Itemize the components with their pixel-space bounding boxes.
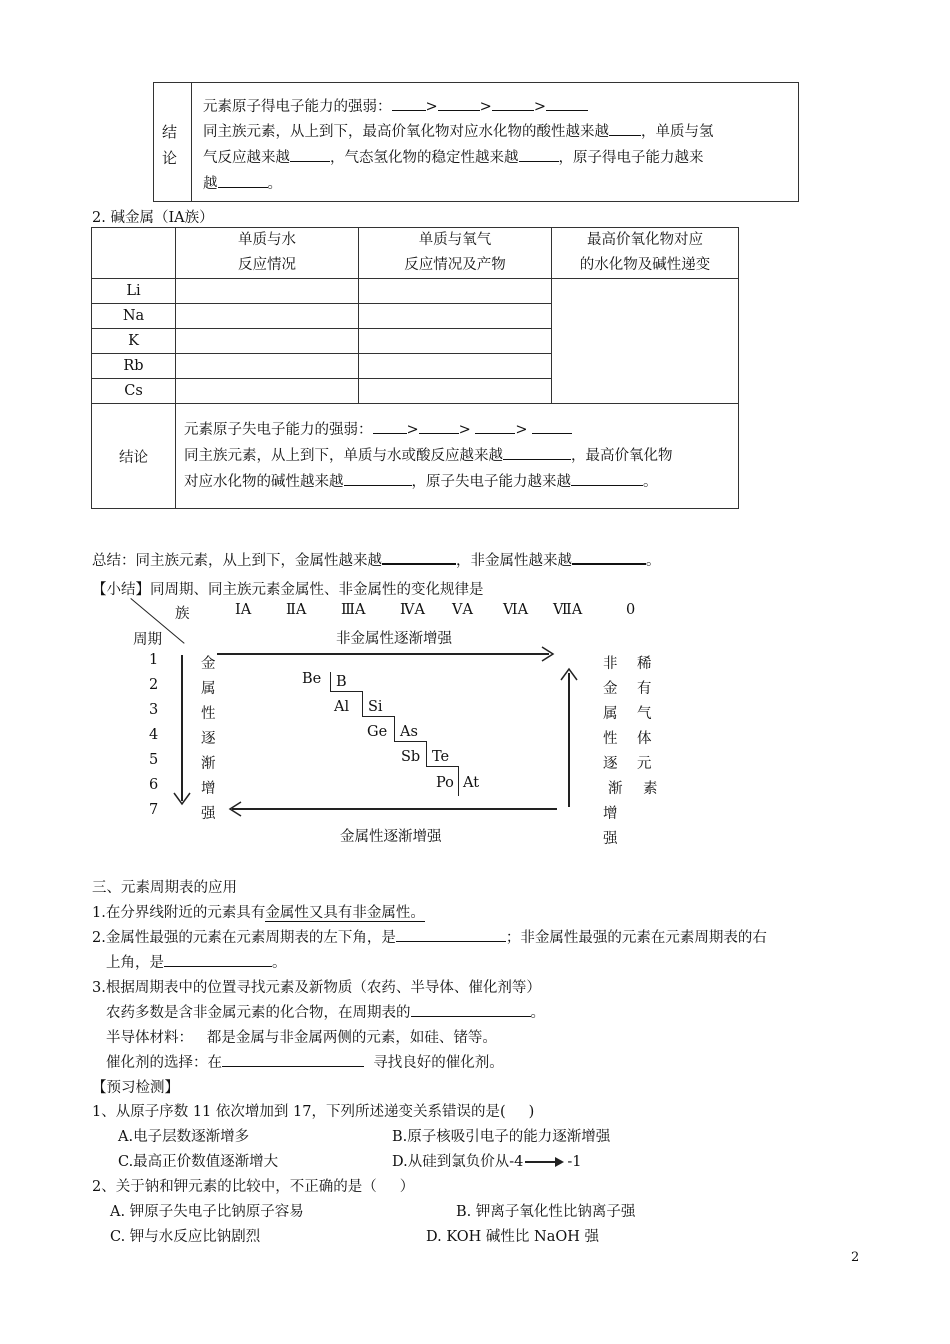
element-na: Na [92, 304, 176, 329]
element-at: At [463, 775, 480, 791]
group-3a: ⅢA [341, 602, 366, 618]
item2-text: 2.金属性最强的元素在元素周期表的左下角，是 [92, 930, 396, 946]
top-box-line3c: ，原子得电子能力越来 [558, 150, 704, 166]
preview-title: 【预习检测】 [92, 1080, 179, 1096]
alkali-c-line1: 元素原子失电子能力的强弱： [184, 422, 373, 438]
left-char-4: 逐 [201, 731, 216, 747]
group-0: 0 [626, 602, 636, 618]
q1-option-d-end: -1 [567, 1154, 582, 1170]
element-k: K [92, 329, 176, 354]
right-col1-5: 逐 [603, 756, 618, 772]
top-box-divider [191, 83, 192, 201]
element-li: Li [92, 279, 176, 304]
top-box-line3: 气反应越来越 [203, 150, 290, 166]
period-6: 6 [149, 777, 159, 793]
right-col2-3: 气 [637, 706, 652, 722]
item2-text-d: 。 [272, 955, 287, 971]
left-arrow-head-icon [173, 792, 191, 806]
group-1a: ⅠA [235, 602, 252, 618]
label-zu: 族 [175, 606, 190, 622]
top-arrow-head-icon [541, 646, 555, 662]
alkali-c-line3b: ，原子失电子能力越来越 [411, 474, 571, 490]
q2-option-a: A. 钾原子失电子比钠原子容易 [110, 1204, 304, 1220]
alkali-c-line2: 同主族元素，从上到下，单质与水或酸反应越来越 [184, 448, 503, 464]
alkali-c-line3: 对应水化物的碱性越来越 [184, 474, 344, 490]
top-box-line2b: ，单质与氢 [641, 124, 714, 140]
q2-option-d: D. KOH 碱性比 NaOH 强 [426, 1229, 599, 1245]
top-box-line3b: ，气态氢化物的稳定性越来越 [330, 150, 519, 166]
section3-cuihua [106, 1051, 504, 1072]
section3-bandaoti: 半导体材料： 都是金属与非金属两侧的元素，如硅、锗等。 [106, 1030, 497, 1046]
section3-item2 [92, 926, 767, 947]
item1-text: 1.在分界线附近的元素具有 [92, 905, 266, 921]
nongyao-end: 。 [530, 1005, 545, 1021]
bottom-arrow-label: 金属性逐渐增强 [340, 829, 442, 845]
label-zhouqi: 周期 [133, 632, 162, 648]
q1-option-a: A.电子层数逐渐增多 [118, 1129, 250, 1145]
element-po: Po [436, 775, 454, 791]
element-b: B [336, 674, 347, 690]
right-col1-8: 强 [603, 831, 618, 847]
item2-text-c: 上角，是 [106, 955, 164, 971]
group-4a: ⅣA [400, 602, 425, 618]
element-si: Si [368, 699, 383, 715]
element-as: As [400, 724, 418, 740]
top-box-line1: 元素原子得电子能力的强弱： [203, 99, 392, 115]
group-7a: ⅦA [553, 602, 583, 618]
q1-option-d [392, 1150, 581, 1171]
alkali-table [91, 227, 739, 509]
summary-text1: 总结：同主族元素，从上到下，金属性越来越 [92, 553, 382, 569]
item1-underlined: 金属性又具有非金属性。 [265, 905, 425, 921]
section3-item2-cont [106, 951, 287, 972]
summary-text2: ，非金属性越来越 [456, 553, 572, 569]
element-be: Be [302, 671, 322, 687]
group-2a: ⅡA [286, 602, 307, 618]
bottom-arrow-shaft [232, 808, 557, 810]
right-col1-1: 非 [603, 656, 618, 672]
section3-nongyao [106, 1001, 545, 1022]
nongyao-text: 农药多数是含非金属元素的化合物，在周期表的 [106, 1005, 411, 1021]
group-6a: ⅥA [503, 602, 529, 618]
section3-item3: 3.根据周期表中的位置寻找元素及新物质（农药、半导体、催化剂等） [92, 980, 541, 996]
right-col1-3: 属 [603, 706, 618, 722]
q1-option-d-text: D.从硅到氯负价从-4 [392, 1154, 524, 1170]
bottom-arrow-head-icon [228, 801, 242, 817]
q1-option-c: C.最高正价数值逐渐增大 [118, 1154, 279, 1170]
top-box-label: 结论 [162, 123, 178, 167]
left-arrow-shaft [181, 655, 183, 801]
q1-option-b: B.原子核吸引电子的能力逐渐增强 [392, 1129, 611, 1145]
right-col1-7: 增 [603, 806, 618, 822]
left-char-6: 增 [201, 781, 216, 797]
q2-option-c: C. 钾与水反应比钠剧烈 [110, 1229, 261, 1245]
left-char-3: 性 [201, 706, 216, 722]
summary-line [92, 549, 661, 570]
element-al: Al [334, 699, 350, 715]
summary-text3: 。 [646, 553, 661, 569]
left-char-5: 渐 [201, 756, 216, 772]
right-col1-4: 性 [603, 731, 618, 747]
period-5: 5 [149, 752, 159, 768]
period-1: 1 [149, 652, 159, 668]
hydroxide-merged-cell [552, 279, 739, 404]
group-5a: ⅤA [452, 602, 473, 618]
right-arrow-icon [525, 1156, 565, 1168]
period-7: 7 [149, 802, 159, 818]
header-hydroxide: 最高价氧化物对应 的水化物及碱性递变 [552, 228, 739, 279]
cuihua-end: 寻找良好的催化剂。 [373, 1055, 504, 1071]
right-arrow-head-icon [560, 667, 578, 681]
right-col2-2: 有 [637, 681, 652, 697]
right-col2-5: 元 [637, 756, 652, 772]
left-char-7: 强 [201, 806, 216, 822]
period-4: 4 [149, 727, 159, 743]
right-col1-2: 金 [603, 681, 618, 697]
top-box-line2: 同主族元素，从上到下，最高价氧化物对应水化物的酸性越来越 [203, 124, 609, 140]
q2-option-b: B. 钾离子氧化性比钠离子强 [456, 1204, 636, 1220]
top-box-line4b: 。 [267, 176, 282, 192]
top-arrow-label: 非金属性逐渐增强 [336, 631, 452, 647]
question-2: 2、关于钠和钾元素的比较中，不正确的是（ ） [92, 1179, 415, 1195]
section3-title: 三、元素周期表的应用 [92, 880, 237, 896]
cuihua-text: 催化剂的选择：在 [106, 1055, 222, 1071]
alkali-c-line3c: 。 [643, 474, 658, 490]
section3-item1 [92, 901, 425, 922]
right-col1-6: 渐 [608, 781, 623, 797]
top-conclusion-box: 结论 元素原子得电子能力的强弱： > > > 同主族元素，从上到下，最高价氧化物对应水化物的酸性越来越 ，单质与氢 气反应越来越 ，气态氢化物的稳定性越来越 ，原子得电子能力越来 越 。 [153, 82, 799, 202]
page-number: 2 [851, 1250, 860, 1265]
left-char-1: 金 [201, 656, 216, 672]
right-col2-6: 素 [643, 781, 658, 797]
left-char-2: 属 [201, 681, 216, 697]
top-arrow-shaft [217, 653, 549, 655]
section2-title: 2. 碱金属（ⅠA族） [92, 210, 214, 226]
right-col2-1: 稀 [637, 656, 652, 672]
alkali-conclusion-text: 元素原子失电子能力的强弱： > > > 同主族元素，从上到下，单质与水或酸反应越来越 ，最高价氧化物 对应水化物的碱性越来越 ，原子失电子能力越来越 。 [176, 404, 739, 509]
period-3: 3 [149, 702, 159, 718]
right-arrow-shaft [568, 673, 570, 807]
period-2: 2 [149, 677, 159, 693]
question-1: 1、从原子序数 11 依次增加到 17，下列所述递变关系错误的是( ) [92, 1104, 535, 1120]
element-te: Te [432, 749, 450, 765]
header-water: 单质与水 反应情况 [176, 228, 359, 279]
element-ge: Ge [367, 724, 388, 740]
element-rb: Rb [92, 354, 176, 379]
header-oxygen: 单质与氧气 反应情况及产物 [359, 228, 552, 279]
item2-text-b: ；非金属性最强的元素在元素周期表的右 [505, 930, 767, 946]
alkali-conclusion-label: 结论 [92, 404, 176, 509]
element-cs: Cs [92, 379, 176, 404]
top-box-line4: 越 [203, 176, 218, 192]
element-sb: Sb [401, 749, 421, 765]
right-col2-4: 体 [637, 731, 652, 747]
xiaojie-title: 【小结】同周期、同主族元素金属性、非金属性的变化规律是 [92, 582, 484, 598]
alkali-c-line2b: ，最高价氧化物 [571, 448, 673, 464]
